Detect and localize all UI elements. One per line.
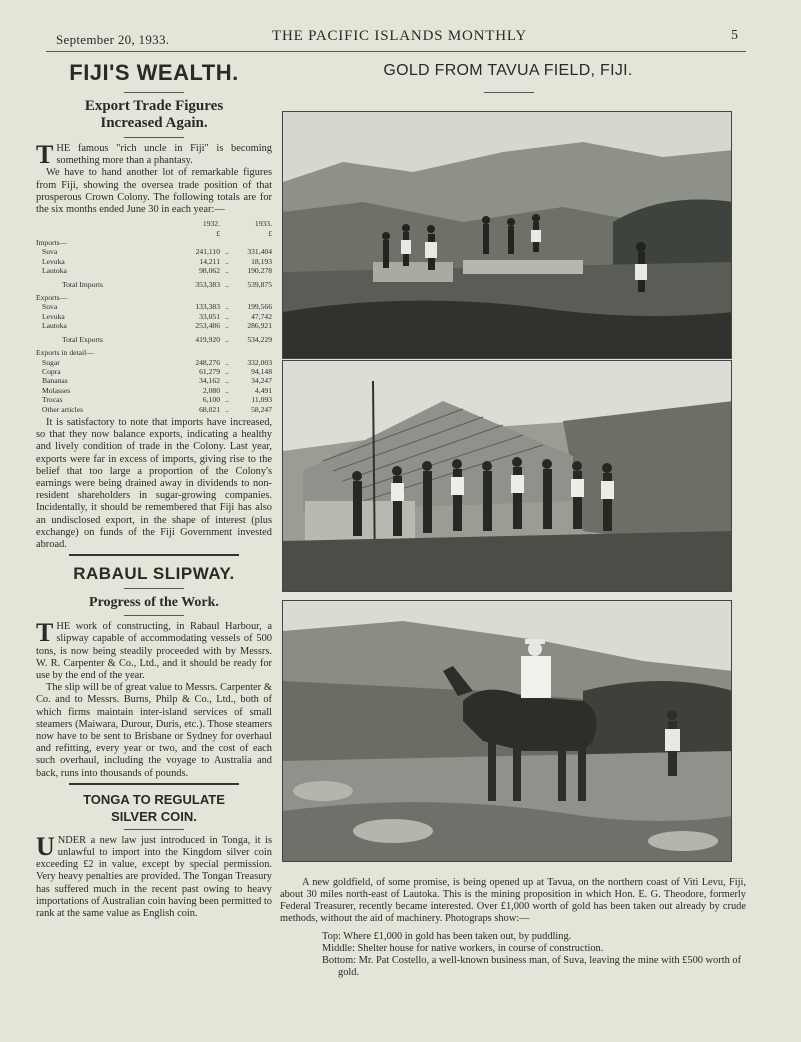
- row-label: Molasses: [42, 385, 71, 395]
- rabaul-subheading: Progress of the Work.: [89, 595, 219, 611]
- table-row: Levuka 33,051 .. 47,742: [36, 312, 272, 321]
- caption-top: Top: Where £1,000 in gold has been taken out, by puddling.: [322, 931, 572, 942]
- value-1933: 539,875: [247, 279, 272, 289]
- tonga-paragraph: [36, 831, 272, 920]
- row-label: Total Imports: [62, 279, 104, 289]
- row-label: Lautoka: [42, 321, 67, 331]
- rabaul-headline: RABAUL SLIPWAY.: [73, 564, 235, 584]
- value-1932: 2,080: [202, 385, 220, 395]
- currency-1932: £: [216, 228, 220, 238]
- row-label: Other articles: [42, 404, 84, 414]
- photo-top-mine: [282, 111, 732, 359]
- issue-date: September 20, 1933.: [56, 32, 170, 47]
- value-1932: 34,162: [199, 376, 220, 386]
- caption-middle: Middle: Shelter house for native workers, in course of construction.: [322, 943, 604, 954]
- table-row: Copra 61,279 .. 94,148: [36, 367, 272, 376]
- table-row: Lautoka 253,486 .. 286,921: [36, 321, 272, 330]
- paragraph-text: NDER a new law just introduced in Tonga, it is unlawful to import into the Kingdom silver coin exceeding £2 in value, except by special permission. Very heavy penalties are provided. The Tongan Treasury has suffered much in the recent past owing to heavy importations of Australian coin having been permitted to rank at the same value as English coin.: [36, 834, 272, 920]
- rabaul-paragraph-1: [36, 618, 272, 682]
- photo-middle-shelter-house: [282, 360, 732, 592]
- value-1933: 286,921: [247, 321, 272, 331]
- row-label: Copra: [42, 366, 61, 376]
- col-header-1933: 1933.: [254, 219, 272, 229]
- total-row: Total Exports 419,920 .. 534,229: [36, 331, 272, 348]
- mine-photo-illustration: [283, 112, 732, 359]
- masthead: THE PACIFIC ISLANDS MONTHLY: [272, 28, 527, 44]
- left-column: [36, 60, 272, 920]
- table-row: Levuka 14,211 .. 18,193: [36, 257, 272, 266]
- paragraph-text: HE work of constructing, in Rabaul Harbour, a slipway capable of accommodating vessels of 500 tons, is now being steadily proceeded with by Messrs. W. R. Carpenter & Co., Ltd., and it should be ready for use by the end of the year.: [36, 621, 272, 681]
- table-row: Lautoka 98,062 .. 190,278: [36, 266, 272, 275]
- value-1932: 253,486: [195, 321, 220, 331]
- divider: [124, 92, 184, 93]
- value-1933: 534,229: [247, 334, 272, 344]
- rabaul-paragraph-2: The slip will be of great value to Messrs. Carpenter & Co. and to Messrs. Burns, Philp & Co., Ltd., both of which firms maintain inter-island services of small steamers (Maiwara, Durour, Duris, etc.). Those steamers now have to be sent to Brisbane or Sydney for overhaul and refitting, every year or two, and the cost of each such overhaul, including the voyage to Australia and back, runs into thousands of pounds.: [36, 682, 272, 779]
- row-label: Bananas: [42, 376, 68, 386]
- value-1933: 11,093: [251, 395, 272, 405]
- value-1933: 47,742: [251, 311, 272, 321]
- table-row: Other articles 68,021 .. 58,247: [36, 405, 272, 414]
- row-label: Suva: [42, 247, 58, 257]
- table-row: Sugar 248,276 .. 332,003: [36, 358, 272, 367]
- value-1932: 61,279: [199, 366, 220, 376]
- paragraph-text: HE famous "rich uncle in Fiji" is becoming something more than a phantasy.: [56, 143, 272, 167]
- value-1933: 94,148: [251, 366, 272, 376]
- value-1933: 58,247: [251, 404, 272, 414]
- detail-heading: Exports in detail—: [36, 348, 94, 358]
- page-header: [46, 26, 746, 52]
- value-1932: 33,051: [199, 311, 220, 321]
- photo-bottom-horseman: [282, 600, 732, 862]
- divider: [124, 615, 184, 616]
- row-label: Total Exports: [62, 334, 104, 344]
- row-label: Lautoka: [42, 266, 67, 276]
- trade-figures-table: [36, 219, 272, 414]
- table-row: Molasses 2,080 .. 4,491: [36, 386, 272, 395]
- divider: [124, 588, 184, 589]
- caption-list: [280, 931, 746, 979]
- row-label: Levuka: [42, 256, 65, 266]
- section-divider: [69, 783, 239, 785]
- caption-paragraph: A new goldfield, of some promise, is being opened up at Tavua, on the northern coast of Viti Levu, Fiji, about 30 miles north-east of Lautoka. This is the mining proposition in which Hon. E. G. Theodore, formerly Federal Treasurer, recently became interested. Over £1,000 worth of gold has been taken out already by crude methods, without the aid of machinery. Photograps show:—: [280, 877, 746, 924]
- exports-heading: Exports—: [36, 293, 68, 303]
- drop-cap: T: [36, 618, 54, 648]
- value-1933: 332,003: [247, 357, 272, 367]
- row-label: Suva: [42, 302, 58, 312]
- total-row: Total Imports 353,383 .. 539,875: [36, 276, 272, 293]
- imports-heading: Imports—: [36, 238, 68, 248]
- value-1932: 248,276: [195, 357, 220, 367]
- table-row: Suva 241,110 .. 331,404: [36, 247, 272, 256]
- fiji-paragraph-2: We have to hand another lot of remarkable figures from Fiji, showing the oversea trade position of that prosperous Crown Colony. The following totals are for the six months ended June 30 in each year:—: [36, 167, 272, 216]
- value-1932: 133,383: [195, 302, 220, 312]
- value-1933: 190,278: [247, 266, 272, 276]
- tonga-headline-1: TONGA TO REGULATE: [83, 791, 225, 807]
- table-row: Suva 133,383 .. 199,566: [36, 302, 272, 311]
- fiji-paragraph-1: [36, 140, 272, 169]
- col-header-1932: 1932.: [202, 219, 220, 229]
- value-1933: 331,404: [247, 247, 272, 257]
- value-1933: 18,193: [251, 256, 272, 266]
- fiji-paragraph-3: It is satisfactory to note that imports have increased, so that they now balance exports, indicating a healthy and lively condition of trade in the Colony. Last year, exports were far in excess of imports, giving rise to the belief that too large a proportion of the Colony's earnings were being drained away in dividends to non-resident shareholders in sugar-growing companies. Incidentally, it should be remembered that Fiji has also an undisclosed export, in the shape of interest (plus exchange) on funds of the Fiji Government invested abroad.: [36, 416, 272, 550]
- value-1932: 14,211: [199, 256, 220, 266]
- row-label: Trocas: [42, 395, 63, 405]
- drop-cap: T: [36, 140, 54, 169]
- value-1933: 4,491: [254, 385, 272, 395]
- row-label: Levuka: [42, 311, 65, 321]
- divider: [484, 92, 534, 93]
- row-label: Sugar: [42, 357, 60, 367]
- value-1933: 199,566: [247, 302, 272, 312]
- value-1932: 353,383: [195, 279, 220, 289]
- table-row: Trocas 6,100 .. 11,093: [36, 395, 272, 404]
- gold-headline: GOLD FROM TAVUA FIELD, FIJI.: [383, 62, 633, 79]
- table-row: Bananas 34,162 .. 34,247: [36, 376, 272, 385]
- value-1932: 241,110: [195, 247, 220, 257]
- value-1933: 34,247: [251, 376, 272, 386]
- value-1932: 419,920: [195, 334, 220, 344]
- page-number: 5: [731, 28, 738, 43]
- photo-caption: [280, 877, 746, 979]
- caption-bottom: Bottom: Mr. Pat Costello, a well-known business man, of Suva, leaving the mine with £500 worth of gold.: [322, 955, 742, 978]
- fiji-subheading-2: Increased Again.: [100, 115, 208, 131]
- tonga-headline-2: SILVER COIN.: [111, 808, 197, 824]
- fiji-headline: FIJI'S WEALTH.: [69, 60, 239, 85]
- section-divider: [69, 554, 239, 556]
- drop-cap: U: [36, 831, 55, 861]
- currency-1933: £: [268, 228, 272, 238]
- shelter-photo-illustration: [283, 361, 732, 592]
- value-1932: 68,021: [199, 404, 220, 414]
- value-1932: 98,062: [199, 266, 220, 276]
- horseman-photo-illustration: [283, 601, 732, 862]
- value-1932: 6,100: [202, 395, 220, 405]
- divider: [124, 137, 184, 138]
- fiji-subheading-1: Export Trade Figures: [84, 98, 224, 114]
- divider: [124, 829, 184, 830]
